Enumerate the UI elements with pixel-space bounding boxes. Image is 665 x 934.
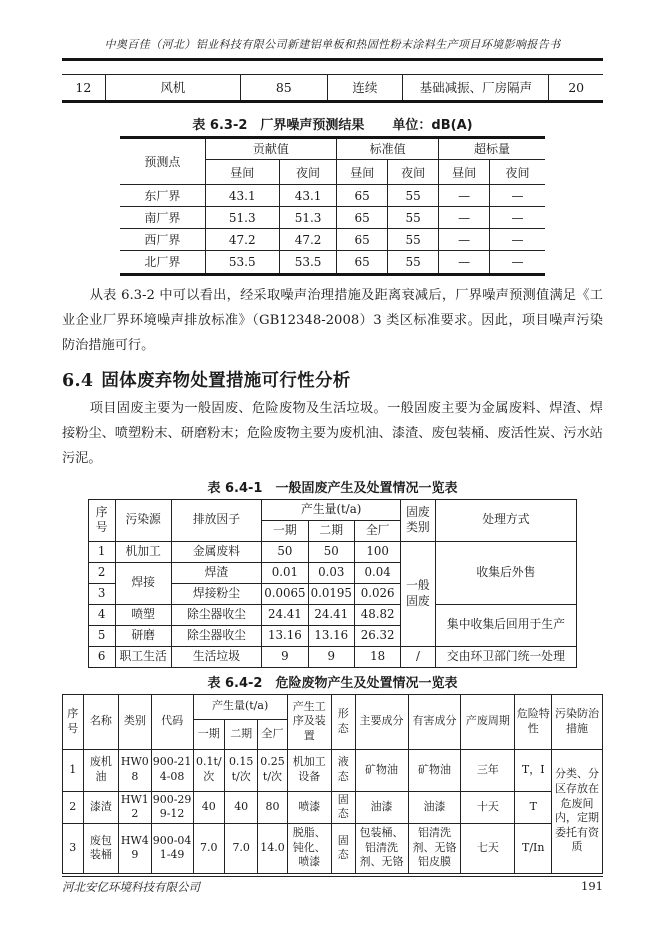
table-cell: HW08 — [119, 749, 151, 791]
table-cell: 47.2 — [205, 229, 279, 251]
table-row — [120, 185, 545, 207]
header-cell: 昼间 — [439, 160, 490, 185]
header-cell: 有害成分 — [408, 694, 461, 749]
header-cell: 夜间 — [279, 160, 336, 185]
header-cell: 夜间 — [388, 160, 439, 185]
table-cell: 43.1 — [279, 185, 336, 207]
header-cell: 排放因子 — [171, 499, 261, 541]
table-cell: 51.3 — [205, 207, 279, 229]
table-cell: 2 — [63, 791, 84, 823]
table-cell: 900-299-12 — [151, 791, 193, 823]
table-cell: / — [401, 646, 435, 667]
table-cell: 包装桶、铝清洗剂、无铬 — [355, 823, 408, 873]
table-cell: — — [439, 207, 490, 229]
table-cell: 风机 — [105, 75, 240, 100]
section-number: 6.4 — [62, 370, 94, 391]
table-cell-merged: 集中收集后回用于生产 — [435, 604, 577, 646]
table-cell: — — [490, 229, 545, 251]
footer-company-name: 河北安亿环境科技有限公司 — [62, 880, 200, 894]
table-cell: 50 — [308, 541, 354, 562]
header-cell: 类别 — [119, 694, 151, 749]
caption-title: 危险废物产生及处置情况一览表 — [275, 675, 458, 691]
table-cell: 100 — [354, 541, 400, 562]
table-cell: T/In — [515, 823, 552, 873]
table-cell: 北厂界 — [120, 251, 205, 273]
table-cell: — — [490, 207, 545, 229]
table-cell: 65 — [337, 251, 388, 273]
table-row — [88, 604, 577, 625]
paragraph-solid-waste-intro: 项目固废主要为一般固废、危险废物及生活垃圾。一般固废主要为金属废料、焊渣、焊接粉尘、喷塑粉末、研磨粉末；危险废物主要为废机油、漆渣、废包装桶、废活性炭、污水站污泥。 — [62, 400, 603, 466]
table-cell: 0.1t/次 — [193, 749, 224, 791]
table-cell: 900-041-49 — [151, 823, 193, 873]
table-cell: 26.32 — [354, 625, 400, 646]
header-cell: 一期 — [193, 719, 224, 749]
table-cell: 机加工设备 — [287, 749, 331, 791]
header-cell: 预测点 — [120, 139, 205, 185]
header-cell: 全厂 — [354, 520, 400, 541]
table-cell: 7.0 — [224, 823, 257, 873]
table-row — [63, 749, 603, 791]
table-cell: 20 — [549, 75, 603, 100]
header-cell: 全厂 — [258, 719, 287, 749]
table-cell: 43.1 — [205, 185, 279, 207]
table-cell: 55 — [388, 185, 439, 207]
table-cell: 0.25t/次 — [258, 749, 287, 791]
table-cell: 西厂界 — [120, 229, 205, 251]
header-cell: 序号 — [88, 499, 115, 541]
noise-source-table-fragment — [62, 74, 603, 100]
table-cell: 40 — [193, 791, 224, 823]
table-cell: 交由环卫部门统一处理 — [435, 646, 577, 667]
table-cell: 喷塑 — [115, 604, 171, 625]
table-cell: 生活垃圾 — [171, 646, 261, 667]
caption-title: 厂界噪声预测结果 — [260, 117, 365, 133]
table-cell: 油漆 — [408, 791, 461, 823]
table-cell: 喷漆 — [287, 791, 331, 823]
header-cell: 产生工序及装置 — [287, 694, 331, 749]
header-cell: 名称 — [83, 694, 119, 749]
table-header-row — [88, 499, 577, 520]
table-cell: 十天 — [461, 791, 515, 823]
table-cell: 900-214-08 — [151, 749, 193, 791]
table-cell: 55 — [388, 229, 439, 251]
footer-page-number: 191 — [581, 879, 603, 893]
table-cell: 80 — [258, 791, 287, 823]
table-cell: 0.04 — [354, 562, 400, 583]
header-cell: 序号 — [63, 694, 84, 749]
table-cell: 4 — [88, 604, 115, 625]
table-cell: 24.41 — [308, 604, 354, 625]
header-cell: 产生量(t/a) — [262, 499, 401, 520]
table-cell: 13.16 — [308, 625, 354, 646]
section-title: 固体废弃物处置措施可行性分析 — [101, 370, 351, 391]
table-cell: 2 — [88, 562, 115, 583]
header-cell: 污染防治措施 — [552, 694, 603, 749]
table-cell: 1 — [63, 749, 84, 791]
table-642-caption — [62, 672, 603, 691]
table-cell: 0.0195 — [308, 583, 354, 604]
table-632-caption — [62, 114, 603, 133]
header-cell: 超标量 — [439, 139, 545, 160]
table-cell: 65 — [337, 185, 388, 207]
table-cell: 焊接粉尘 — [171, 583, 261, 604]
table-row — [88, 541, 577, 562]
caption-unit: 单位：dB(A) — [392, 117, 473, 133]
boundary-noise-table-wrap — [120, 136, 545, 276]
table-cell: 脱脂、钝化、喷漆 — [287, 823, 331, 873]
table-cell: 40 — [224, 791, 257, 823]
header-cell: 形态 — [331, 694, 355, 749]
table-cell: — — [490, 251, 545, 273]
table-cell: — — [439, 185, 490, 207]
document-header-title: 中奥百佳（河北）铝业科技有限公司新建铝单板和热固性粉末涂料生产项目环境影响报告书 — [104, 38, 561, 51]
table-cell: 0.01 — [262, 562, 308, 583]
header-cell: 污染源 — [115, 499, 171, 541]
table-cell: 固态 — [331, 823, 355, 873]
table-cell: 53.5 — [205, 251, 279, 273]
general-waste-table — [88, 499, 578, 668]
table-bottom-double-rule — [120, 273, 545, 276]
table-641-caption — [62, 477, 603, 496]
caption-label: 表 6.4-1 — [207, 480, 263, 496]
document-footer — [62, 876, 603, 895]
table-header-row — [120, 139, 545, 160]
header-cell: 产生量(t/a) — [193, 694, 287, 719]
table-cell: 5 — [88, 625, 115, 646]
header-cell: 夜间 — [490, 160, 545, 185]
table-cell: 焊渣 — [171, 562, 261, 583]
header-cell: 产废周期 — [461, 694, 515, 749]
header-cell: 处理方式 — [435, 499, 577, 541]
table-end-double-rule — [62, 100, 603, 103]
table-cell: 职工生活 — [115, 646, 171, 667]
table-cell-merged: 收集后外售 — [435, 541, 577, 604]
table-cell: 9 — [308, 646, 354, 667]
table-cell: — — [439, 251, 490, 273]
header-double-rule — [62, 58, 603, 61]
table-row — [88, 646, 577, 667]
table-cell: 7.0 — [193, 823, 224, 873]
table-cell: HW12 — [119, 791, 151, 823]
caption-label: 表 6.4-2 — [207, 675, 263, 691]
header-cell: 一期 — [262, 520, 308, 541]
table-cell: 漆渣 — [83, 791, 119, 823]
header-cell: 二期 — [308, 520, 354, 541]
table-cell: 65 — [337, 229, 388, 251]
table-cell: 53.5 — [279, 251, 336, 273]
table-cell: T，I — [515, 749, 552, 791]
table-cell: 废包装桶 — [83, 823, 119, 873]
header-cell: 固废类别 — [401, 499, 435, 541]
table-cell-merged: 分类、分区存放在危废间内，定期委托有资质 — [552, 749, 603, 873]
header-cell: 二期 — [224, 719, 257, 749]
table-cell: 矿物油 — [355, 749, 408, 791]
table-cell: 0.0065 — [262, 583, 308, 604]
table-cell: 12 — [62, 75, 105, 100]
table-cell: 50 — [262, 541, 308, 562]
header-cell: 代码 — [151, 694, 193, 749]
table-cell: 13.16 — [262, 625, 308, 646]
table-row — [120, 229, 545, 251]
table-cell: 3 — [63, 823, 84, 873]
table-cell: 矿物油 — [408, 749, 461, 791]
caption-label: 表 6.3-2 — [192, 117, 248, 133]
table-cell: 三年 — [461, 749, 515, 791]
header-cell: 主要成分 — [355, 694, 408, 749]
table-cell: 0.03 — [308, 562, 354, 583]
table-cell: — — [490, 185, 545, 207]
table-cell: 0.15t/次 — [224, 749, 257, 791]
table-cell: 南厂界 — [120, 207, 205, 229]
table-row — [120, 251, 545, 273]
table-cell: 0.026 — [354, 583, 400, 604]
header-cell: 标准值 — [337, 139, 439, 160]
table-cell-merged: 焊接 — [115, 562, 171, 604]
table-cell: 除尘器收尘 — [171, 604, 261, 625]
table-cell: 废机油 — [83, 749, 119, 791]
table-cell: — — [439, 229, 490, 251]
table-cell-merged: 一般固废 — [401, 541, 435, 646]
table-cell: 85 — [241, 75, 328, 100]
table-row — [63, 823, 603, 873]
table-cell: 47.2 — [279, 229, 336, 251]
table-cell: 研磨 — [115, 625, 171, 646]
table-cell: 3 — [88, 583, 115, 604]
table-cell: 14.0 — [258, 823, 287, 873]
table-cell: 铝清洗剂、无铬铝皮膜 — [408, 823, 461, 873]
caption-title: 一般固废产生及处置情况一览表 — [275, 480, 458, 496]
table-cell: 1 — [88, 541, 115, 562]
table-cell: 55 — [388, 207, 439, 229]
boundary-noise-table — [120, 139, 545, 273]
hazardous-waste-table — [62, 694, 603, 874]
table-row — [62, 75, 603, 100]
table-cell: 18 — [354, 646, 400, 667]
table-cell: 东厂界 — [120, 185, 205, 207]
table-cell: 液态 — [331, 749, 355, 791]
header-cell: 昼间 — [205, 160, 279, 185]
table-row — [120, 207, 545, 229]
paragraph-noise-conclusion: 从表 6.3-2 中可以看出，经采取噪声治理措施及距离衰减后，厂界噪声预测值满足《工业企业厂界环境噪声排放标准》（GB12348-2008）3 类区标准要求。因此，项目噪声污染防治措施可行。 — [62, 287, 603, 353]
table-cell: 65 — [337, 207, 388, 229]
table-cell: 除尘器收尘 — [171, 625, 261, 646]
table-cell: 55 — [388, 251, 439, 273]
table-cell: 连续 — [327, 75, 403, 100]
table-cell: 基础减振、厂房隔声 — [403, 75, 549, 100]
header-cell: 危险特性 — [515, 694, 552, 749]
table-cell: 51.3 — [279, 207, 336, 229]
table-cell: T — [515, 791, 552, 823]
table-cell: 24.41 — [262, 604, 308, 625]
header-cell: 昼间 — [337, 160, 388, 185]
header-cell: 贡献值 — [205, 139, 337, 160]
table-cell: 金属废料 — [171, 541, 261, 562]
table-cell: 七天 — [461, 823, 515, 873]
table-cell: 9 — [262, 646, 308, 667]
section-heading-6-4 — [62, 367, 603, 392]
table-cell: 48.82 — [354, 604, 400, 625]
table-cell: 固态 — [331, 791, 355, 823]
table-cell: 6 — [88, 646, 115, 667]
table-cell: 机加工 — [115, 541, 171, 562]
table-cell: HW49 — [119, 823, 151, 873]
table-row — [63, 791, 603, 823]
table-cell: 油漆 — [355, 791, 408, 823]
table-header-row — [63, 694, 603, 719]
